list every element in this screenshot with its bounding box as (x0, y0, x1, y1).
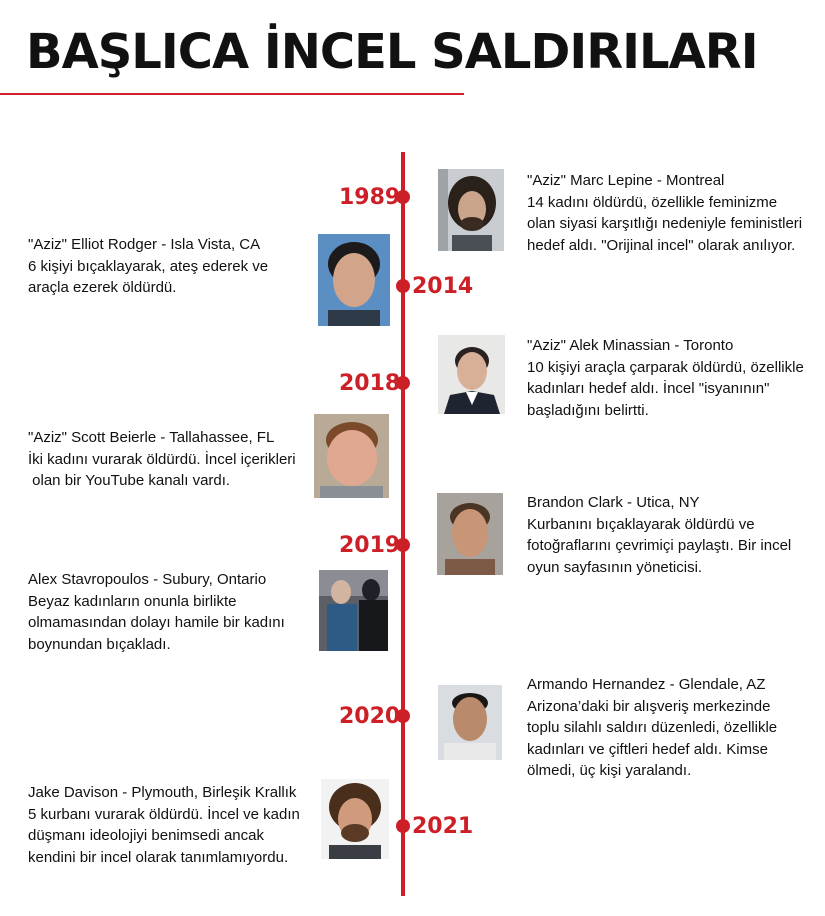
year-label-2018: 2018 (339, 371, 401, 396)
entry-text-line: olmamasından dolayı hamile bir kadını (28, 614, 285, 631)
entry-name: Jake Davison - Plymouth, Birleşik Krallık (28, 784, 297, 801)
entry-text-line: araçla ezerek öldürdü. (28, 279, 177, 296)
entry-marc-lepine (527, 170, 802, 256)
entry-text-line: 14 kadını öldürdü, özellikle feminizme (527, 193, 778, 211)
entry-text-line: Beyaz kadınların onunla birlikte (28, 592, 237, 610)
entry-elliot-rodger (28, 234, 268, 299)
entry-text-line: kadınları ve çiftleri hedef aldı. Kimse (527, 740, 768, 758)
entry-name: "Aziz" Scott Beierle - Tallahassee, FL (28, 429, 275, 446)
entry-name: Armando Hernandez - Glendale, AZ (527, 676, 766, 693)
year-label-2021: 2021 (412, 814, 474, 839)
entry-text-line: İki kadını vurarak öldürdü. İncel içerikleri (28, 450, 296, 468)
entry-text-line: 6 kişiyi bıçaklayarak, ateş ederek ve (28, 257, 269, 275)
entry-text-line: ölmedi, üç kişi yaralandı. (527, 762, 692, 779)
year-label-2014: 2014 (412, 274, 474, 299)
entry-alex-stavropoulos (28, 569, 285, 655)
entry-text-line: Arizona’daki bir alışveriş merkezinde (527, 697, 771, 715)
year-label-2019: 2019 (339, 533, 401, 558)
entry-text-line: Kurbanını bıçaklayarak öldürdü ve (527, 515, 755, 533)
timeline-dot-2014 (396, 279, 410, 293)
portrait-alek-minassian (438, 335, 505, 414)
entry-name: "Aziz" Elliot Rodger - Isla Vista, CA (28, 236, 261, 253)
portrait-elliot-rodger (318, 234, 390, 326)
timeline-line (401, 152, 405, 896)
year-label-1989: 1989 (339, 185, 401, 210)
entry-scott-beierle (28, 427, 296, 492)
entry-name: Alex Stavropoulos - Subury, Ontario (28, 571, 267, 588)
portrait-brandon-clark (437, 493, 503, 575)
portrait-jake-davison (321, 779, 389, 859)
entry-text-line: 10 kişiyi araçla çarparak öldürdü, özellikle (527, 358, 804, 376)
entry-name: "Aziz" Marc Lepine - Montreal (527, 172, 725, 189)
entry-armando-hernandez (527, 674, 777, 782)
entry-text-line: olan siyasi karşıtlığı nedeniyle feministleri (527, 215, 803, 232)
page-title: BAŞLICA İNCEL SALDIRILARI (26, 24, 758, 80)
portrait-armando-hernandez (438, 685, 502, 760)
entry-name: Brandon Clark - Utica, NY (527, 494, 700, 511)
entry-text-line: 5 kurbanı vurarak öldürdü. İncel ve kadın (28, 805, 300, 823)
entry-text-line: olan bir YouTube kanalı vardı. (28, 472, 231, 489)
portrait-scott-beierle (314, 414, 389, 498)
entry-alek-minassian (527, 335, 804, 421)
entry-text-line: boynundan bıçakladı. (28, 635, 171, 653)
entry-text-line: hedef aldı. "Orijinal incel" olarak anılıyor. (527, 236, 796, 254)
entry-brandon-clark (527, 492, 791, 578)
entry-jake-davison (28, 782, 300, 868)
entry-text-line: oyun sayfasının yöneticisi. (527, 558, 703, 576)
entry-text-line: toplu silahlı saldırı düzenledi, özellikle (527, 719, 778, 736)
photo-alex-stavropoulos (319, 570, 388, 651)
entry-name: "Aziz" Alek Minassian - Toronto (527, 337, 734, 354)
entry-text-line: kendini bir incel olarak tanımlamıyordu. (28, 848, 289, 866)
portrait-marc-lepine (438, 169, 504, 251)
timeline-dot-2021 (396, 819, 410, 833)
entry-text-line: düşmanı ideolojiyi benimsedi ancak (28, 827, 264, 844)
entry-text-line: başladığını belirtti. (527, 401, 649, 419)
entry-text-line: fotoğraflarını çevrimiçi paylaştı. Bir incel (527, 537, 792, 554)
year-label-2020: 2020 (339, 704, 401, 729)
entry-text-line: kadınları hedef aldı. İncel "isyanının" (527, 380, 770, 397)
title-underline (0, 93, 464, 95)
